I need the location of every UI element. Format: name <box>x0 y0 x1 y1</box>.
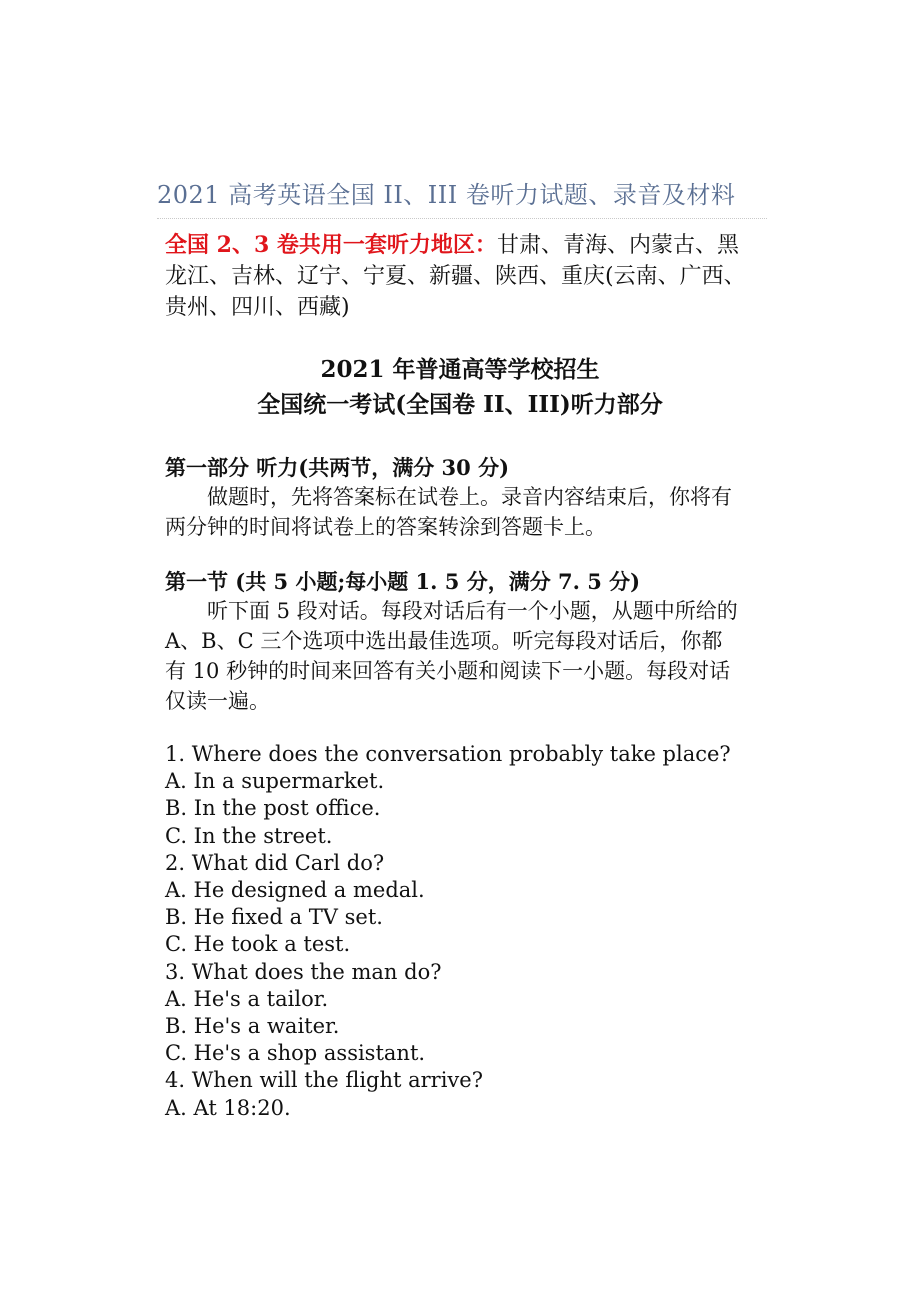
exam-title-line-2: 全国统一考试(全国卷 II、III)听力部分 <box>257 391 663 418</box>
question-line: 1. Where does the conversation probably take place? <box>165 742 731 766</box>
question-line: 3. What does the man do? <box>165 959 442 984</box>
regions-note <box>165 230 755 323</box>
part1-heading: 第一部分 听力(共两节，满分 30 分) <box>165 455 510 480</box>
section1-heading: 第一节 (共 5 小题;每小题 1. 5 分，满分 7. 5 分) <box>165 569 641 594</box>
section1-instructions: 听下面 5 段对话。每段对话后有一个小题，从题中所给的 A、B、C 三个选项中选出最佳选项。听完每段对话后，你都有 10 秒钟的时间来回答有关小题和阅读下一小题。每段对话仅读一遍。 <box>165 599 738 713</box>
option-line: C. He's a shop assistant. <box>165 1041 426 1066</box>
title-divider <box>157 218 767 219</box>
option-line: C. He took a test. <box>165 932 351 957</box>
option-line: A. He designed a medal. <box>165 878 425 903</box>
option-line: A. At 18:20. <box>165 1095 291 1120</box>
option-line: B. In the post office. <box>165 796 381 821</box>
option-line: B. He's a waiter. <box>165 1014 340 1039</box>
exam-title <box>165 352 755 422</box>
question-line: 2. What did Carl do? <box>165 850 385 875</box>
document-title: 2021 高考英语全国 II、III 卷听力试题、录音及材料 <box>157 181 736 209</box>
option-line: A. In a supermarket. <box>165 769 385 794</box>
part1-instructions: 做题时，先将答案标在试卷上。录音内容结束后，你将有两分钟的时间将试卷上的答案转涂到答题卡上。 <box>165 485 732 539</box>
regions-lead: 全国 2、3 卷共用一套听力地区： <box>165 232 497 258</box>
question-line: 4. When will the flight arrive? <box>165 1068 483 1093</box>
option-line: C. In the street. <box>165 823 333 848</box>
question-list <box>165 741 755 1122</box>
option-line: B. He fixed a TV set. <box>165 905 383 930</box>
regions-list: 甘肃、青海、内蒙古、黑龙江、吉林、辽宁、宁夏、新疆、陕西、重庆(云南、广西、贵州、四川、西藏) <box>165 233 746 320</box>
option-line: A. He's a tailor. <box>165 986 329 1011</box>
exam-title-line-1: 2021 年普通高等学校招生 <box>320 356 600 383</box>
